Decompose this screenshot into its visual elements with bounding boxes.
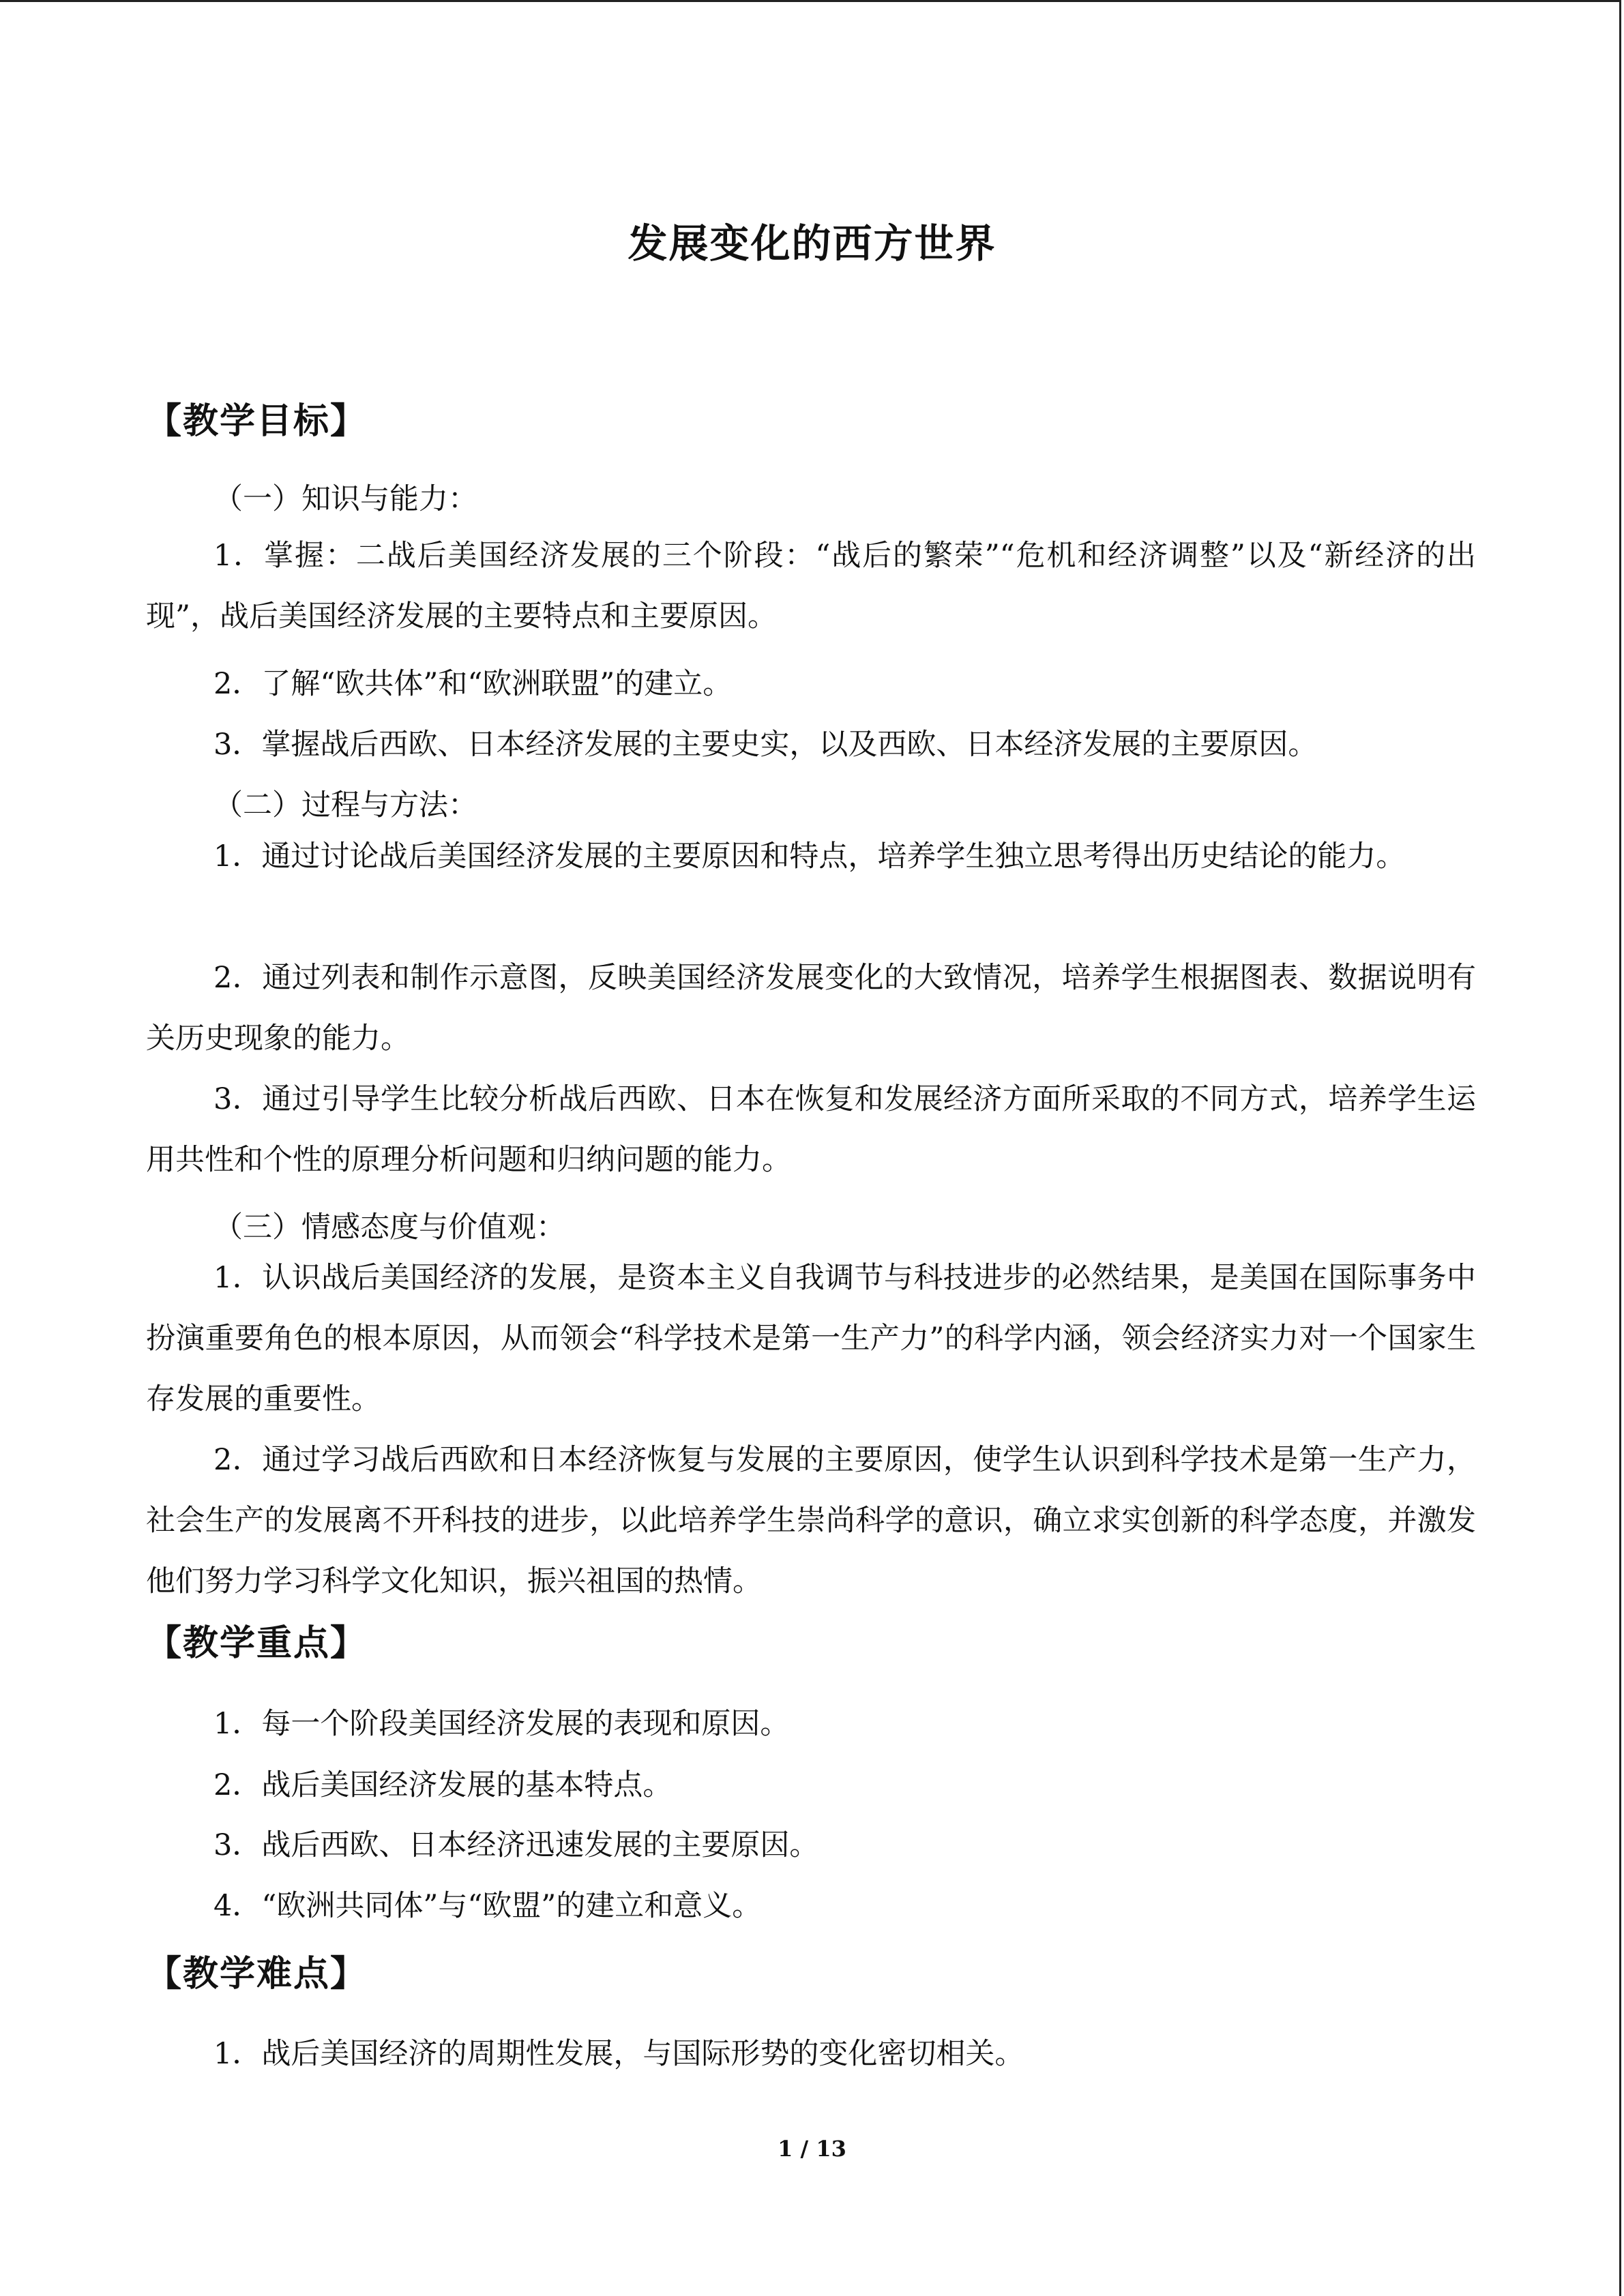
paragraph-process-3: 3．通过引导学生比较分析战后西欧、日本在恢复和发展经济方面所采取的不同方式，培养学生运用共性和个性的原理分析问题和归纳问题的能力。 xyxy=(146,1082,1476,1177)
paragraph-process-2: 2．通过列表和制作示意图，反映美国经济发展变化的大致情况，培养学生根据图表、数据说明有关历史现象的能力。 xyxy=(146,961,1476,1056)
subheading-emotion: （三）情感态度与价值观： xyxy=(213,1210,565,1244)
subheading-knowledge: （一）知识与能力： xyxy=(213,482,477,516)
key-point-item: 1．每一个阶段美国经济发展的表现和原因。 xyxy=(213,1707,790,1741)
key-point-item: 3．战后西欧、日本经济迅速发展的主要原因。 xyxy=(213,1828,819,1862)
paragraph-knowledge-1: 1．掌握：二战后美国经济发展的三个阶段：“战后的繁荣”“危机和经济调整”以及“新经济的出现”，战后美国经济发展的主要特点和主要原因。 xyxy=(146,539,1476,633)
paragraph-knowledge-2: 2．了解“欧共体”和“欧洲联盟”的建立。 xyxy=(213,667,733,701)
difficulty-item: 1．战后美国经济的周期性发展，与国际形势的变化密切相关。 xyxy=(213,2037,1024,2071)
key-point-item: 4．“欧洲共同体”与“欧盟”的建立和意义。 xyxy=(213,1889,762,1923)
paragraph-knowledge-3: 3．掌握战后西欧、日本经济发展的主要史实，以及西欧、日本经济发展的主要原因。 xyxy=(213,728,1318,762)
section-heading-key-points: 【教学重点】 xyxy=(146,1622,368,1664)
paragraph-emotion-1: 1．认识战后美国经济的发展，是资本主义自我调节与科技进步的必然结果，是美国在国际事务中扮演重要角色的根本原因，从而领会“科学技术是第一生产力”的科学内涵，领会经济实力对一个国家生存发展的重要性。 xyxy=(146,1261,1476,1416)
page-number: 1 / 13 xyxy=(778,2136,846,2162)
subheading-process: （二）过程与方法： xyxy=(213,788,477,822)
paragraph-emotion-2: 2．通过学习战后西欧和日本经济恢复与发展的主要原因，使学生认识到科学技术是第一生产力，社会生产的发展离不开科技的进步，以此培养学生崇尚科学的意识，确立求实创新的科学态度，并激发他们努力学习科学文化知识，振兴祖国的热情。 xyxy=(146,1443,1476,1598)
section-heading-objectives: 【教学目标】 xyxy=(146,400,368,442)
paragraph-process-1: 1．通过讨论战后美国经济发展的主要原因和特点，培养学生独立思考得出历史结论的能力。 xyxy=(213,839,1406,874)
document-title: 发展变化的西方世界 xyxy=(628,220,996,267)
key-point-item: 2．战后美国经济发展的基本特点。 xyxy=(213,1768,673,1802)
section-heading-difficulties: 【教学难点】 xyxy=(146,1953,368,1995)
